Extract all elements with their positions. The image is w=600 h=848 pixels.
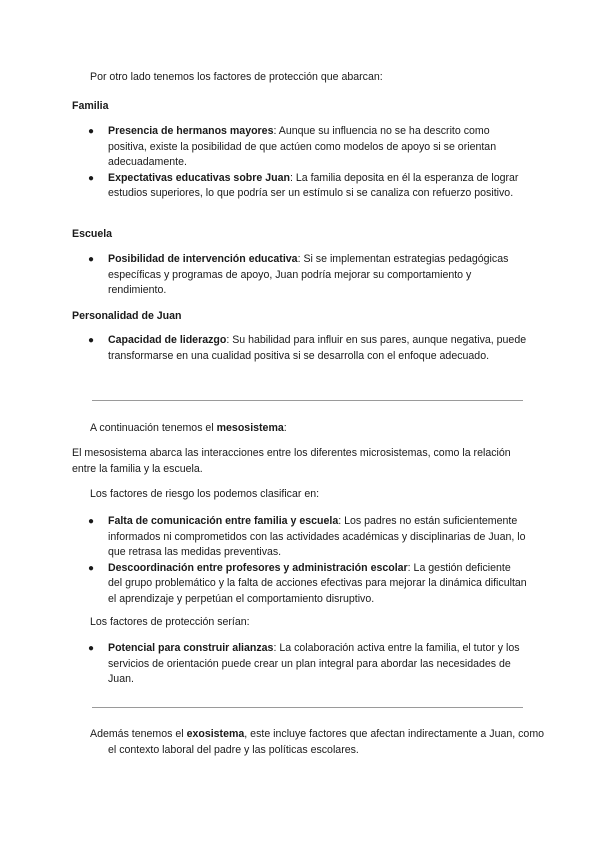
item-title: Expectativas educativas sobre Juan	[108, 171, 290, 184]
exo-paragraph: Además tenemos el exosistema, este incluye factores que afectan indirectamente a Juan, como el contexto laboral del padre y las políticas escolares.	[90, 728, 545, 756]
item-title: Capacidad de liderazgo	[108, 334, 227, 346]
bullet-icon: ●	[88, 172, 95, 184]
intro-proteccion: Por otro lado tenemos los factores de protección que abarcan:	[90, 71, 383, 83]
item-title: Posibilidad de intervención educativa	[108, 253, 298, 265]
bullet-icon: ●	[88, 643, 95, 654]
list-item	[72, 333, 527, 364]
riesgo-intro: Los factores de riesgo los podemos clasificar en:	[90, 488, 320, 500]
familia-list	[72, 124, 527, 202]
personalidad-list	[72, 333, 527, 364]
item-text: : La gestión deficiente del grupo problemático y la falta de acciones efectivas para mejorar la dinámica dificultan el aprendizaje y perpetúan el comportamiento disruptivo.	[108, 561, 527, 605]
riesgo-list	[72, 514, 527, 607]
bullet-icon: ●	[88, 126, 95, 137]
item-title: Potencial para construir alianzas	[108, 642, 274, 654]
list-item	[72, 641, 527, 688]
list-item	[72, 252, 527, 299]
list-item	[72, 171, 527, 202]
heading-escuela: Escuela	[72, 228, 113, 240]
item-title: Descoordinación entre profesores y administración escolar	[108, 561, 408, 574]
proteccion-intro: Los factores de protección serían:	[90, 616, 250, 628]
item-text: : La colaboración activa entre la familia, el tutor y los servicios de orientación puede crear un plan integral para abordar las necesidades de Juan.	[108, 642, 520, 685]
item-text: : La familia deposita en él la esperanza de lograr estudios superiores, lo que podría ser un estímulo si se canaliza con refuerzo positivo.	[108, 171, 519, 199]
horizontal-rule	[92, 400, 523, 401]
heading-personalidad: Personalidad de Juan	[72, 310, 182, 322]
bullet-icon: ●	[88, 516, 95, 527]
escuela-list	[72, 252, 527, 299]
bullet-icon: ●	[88, 335, 95, 346]
proteccion-list	[72, 641, 527, 688]
meso-desc: El mesosistema abarca las interacciones entre los diferentes microsistemas, como la relación entre la familia y la escuela.	[72, 447, 511, 475]
list-item	[72, 124, 527, 171]
item-text: : Si se implementan estrategias pedagógicas específicas y programas de apoyo, Juan podría mejorar su comportamiento y rendimiento.	[108, 253, 509, 296]
meso-intro: A continuación tenemos el mesosistema:	[90, 422, 287, 434]
item-text: : Aunque su influencia no se ha descrito como positiva, existe la posibilidad de que actúen como modelos de apoyo si se orientan adecuadamente.	[108, 125, 497, 168]
bullet-icon: ●	[88, 254, 95, 265]
item-text: : Los padres no están suficientemente informados ni comprometidos con las actividades académicas y disciplinarias de Juan, lo que retrasa las medidas preventivas.	[108, 515, 526, 558]
list-item	[72, 561, 527, 608]
bullet-icon: ●	[88, 562, 95, 574]
item-title: Falta de comunicación entre familia y escuela	[108, 515, 339, 527]
item-title: Presencia de hermanos mayores	[108, 125, 274, 137]
heading-familia: Familia	[72, 100, 109, 112]
horizontal-rule	[92, 707, 523, 708]
list-item	[72, 514, 527, 561]
item-text: : Su habilidad para influir en sus pares, aunque negativa, puede transformarse en una cualidad positiva si se desarrolla con el enfoque adecuado.	[108, 334, 527, 362]
